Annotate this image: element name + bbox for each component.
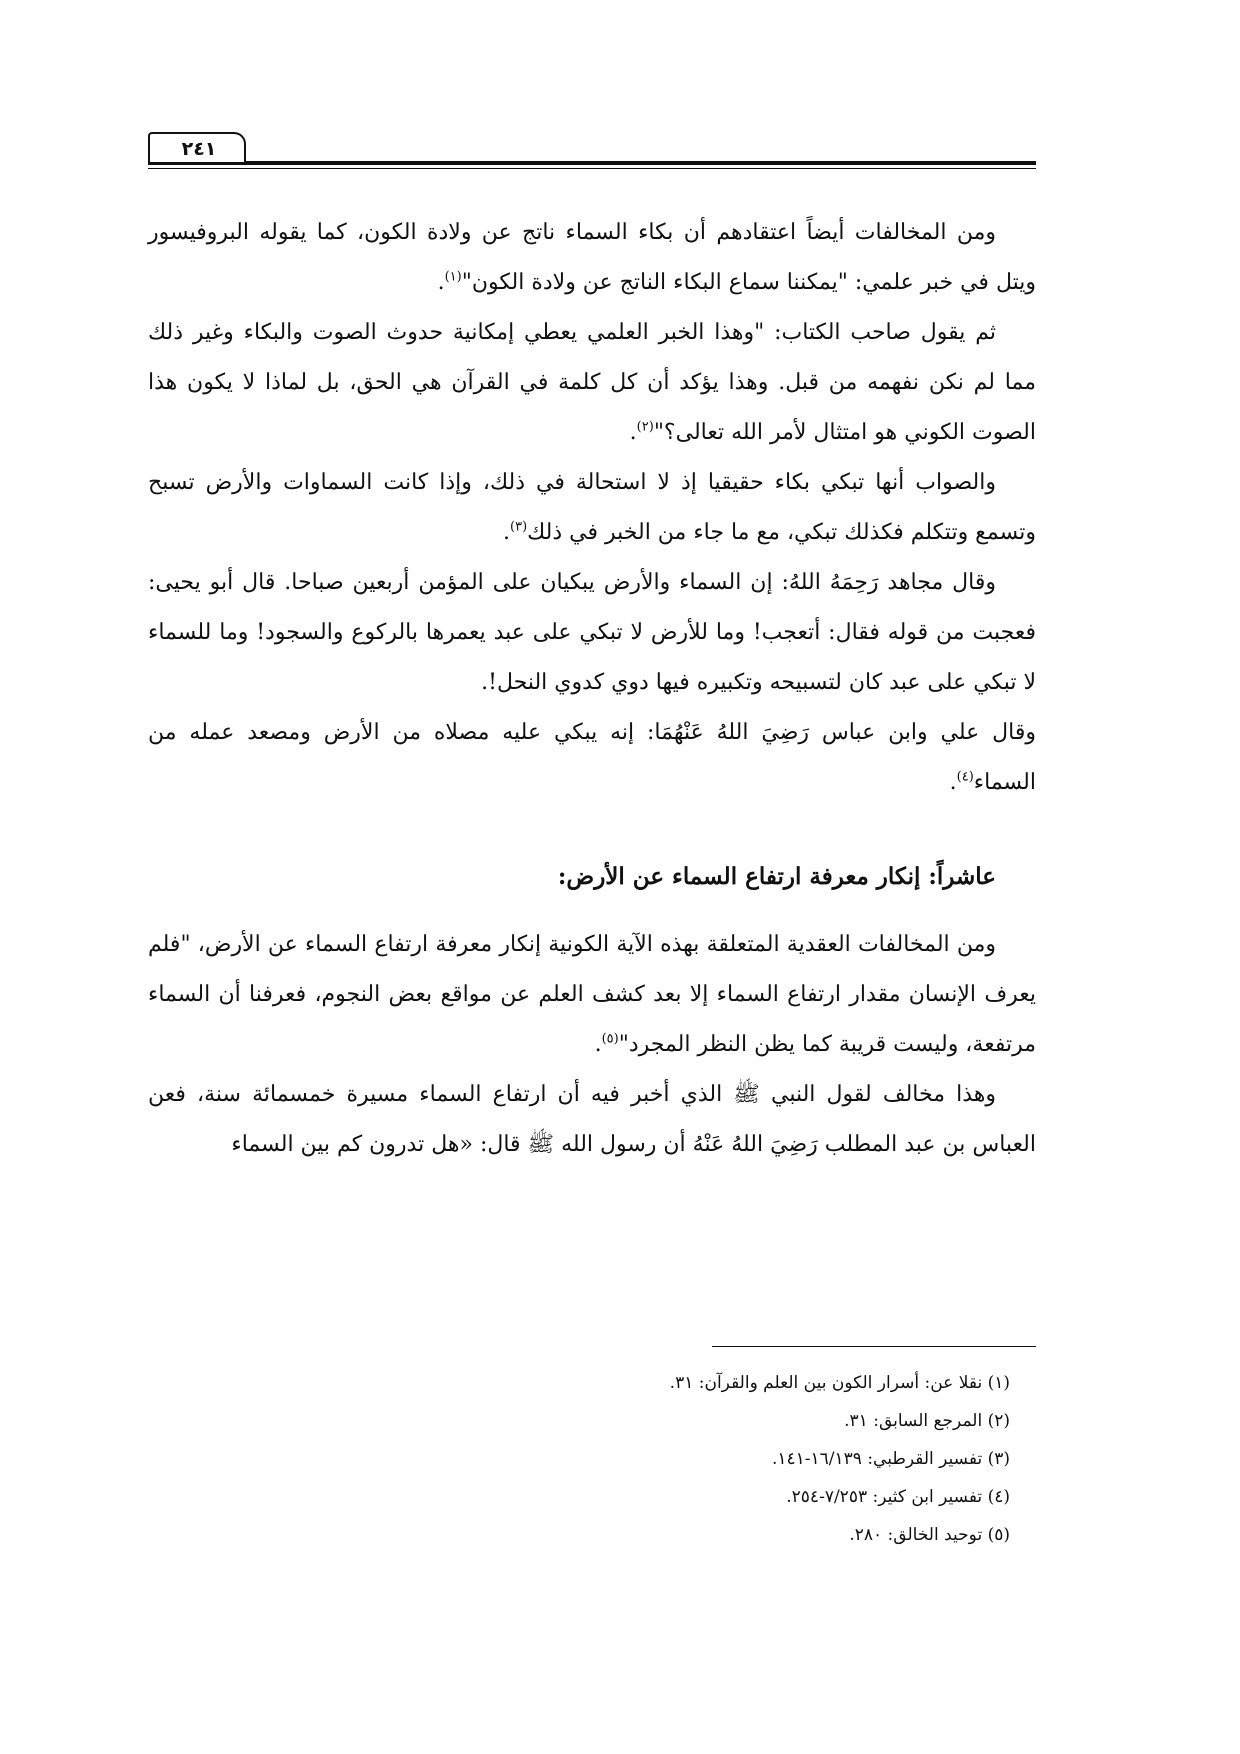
paragraph-4 bbox=[148, 558, 1036, 708]
paragraph-text: وهذا مخالف لقول النبي ﷺ الذي أخبر فيه أن ارتفاع السماء مسيرة خمسمائة سنة، فعن العباس بن عبد المطلب رَضِيَ اللهُ عَنْهُ أن رسول الله ﷺ قال: «هل تدرون كم بين السماء bbox=[148, 1082, 1036, 1157]
header-rule-thick bbox=[148, 161, 1036, 165]
footnote-4: (٤) تفسير ابن كثير: ٧/٢٥٣-٢٥٤. bbox=[786, 1487, 1010, 1507]
footnote-ref-2[interactable]: (٢) bbox=[636, 419, 654, 435]
footnote-separator bbox=[712, 1346, 1036, 1347]
page-number: ٢٤١ bbox=[148, 132, 246, 162]
paragraph-text: وقال علي وابن عباس رَضِيَ اللهُ عَنْهُمَا: إنه يبكي عليه مصلاه من الأرض ومصعد عمله من السماء bbox=[148, 720, 1036, 795]
paragraph-text: وقال مجاهد رَحِمَهُ اللهُ: إن السماء والأرض يبكيان على المؤمن أربعين صباحا. قال أبو يحيى: فعجبت من قوله فقال: أتعجب! وما للأرض لا تبكي على عبد يعمرها بالركوع والسجود! وما للسماء لا تبكي على عبد كان لتسبيحه وتكبيره فيها دوي كدوي النحل!. bbox=[148, 570, 1036, 695]
footnote-ref-3[interactable]: (٣) bbox=[510, 519, 528, 535]
page-header bbox=[148, 126, 1036, 170]
header-rule-thin bbox=[148, 168, 1036, 169]
section-heading: عاشراً: إنكار معرفة ارتفاع السماء عن الأرض: bbox=[557, 863, 996, 890]
footnote-3: (٣) تفسير القرطبي: ١٦/١٣٩-١٤١. bbox=[771, 1449, 1010, 1469]
footnote-1: (١) نقلا عن: أسرار الكون بين العلم والقرآن: ٣١. bbox=[669, 1373, 1010, 1393]
footnote-ref-5[interactable]: (٥) bbox=[601, 1031, 619, 1047]
footnote-ref-4[interactable]: (٤) bbox=[956, 769, 974, 785]
footnote-2: (٢) المرجع السابق: ٣١. bbox=[844, 1411, 1010, 1431]
footnotes bbox=[148, 1364, 1036, 1554]
paragraph-text: والصواب أنها تبكي بكاء حقيقيا إذ لا استحالة في ذلك، وإذا كانت السماوات والأرض تسبح وتسمع وتتكلم فكذلك تبكي، مع ما جاء من الخبر في ذلك bbox=[148, 470, 1036, 545]
paragraph-1: ومن المخالفات أيضاً اعتقادهم أن بكاء السماء ناتج عن ولادة الكون، كما يقوله البروفيسور ويتل في خبر علمي: "يمكننا سماع البكاء الناتج عن ولادة الكون"$^{(١)}$. bbox=[148, 220, 1036, 295]
paragraph-6: ومن المخالفات العقدية المتعلقة بهذه الآية الكونية إنكار معرفة ارتفاع السماء عن الأرض، "فلم يعرف الإنسان مقدار ارتفاع السماء إلا بعد كشف العلم عن مواقع بعض النجوم، فعرفنا أن السماء مرتفعة، وليست قريبة كما يظن النظر المجرد"$^{(٥)}$. bbox=[148, 932, 1036, 1057]
paragraph-text: ومن المخالفات أيضاً اعتقادهم أن بكاء السماء ناتج عن ولادة الكون، كما يقوله البروفيسور ويتل في خبر علمي: "يمكننا سماع البكاء الناتج عن ولادة الكون" bbox=[148, 220, 1036, 295]
paragraph-7 bbox=[148, 1070, 1036, 1170]
main-text bbox=[148, 208, 1036, 1170]
footnote-5: (٥) توحيد الخالق: ٢٨٠. bbox=[849, 1525, 1010, 1545]
paragraph-2: ثم يقول صاحب الكتاب: "وهذا الخبر العلمي يعطي إمكانية حدوث الصوت والبكاء وغير ذلك مما لم نكن نفهمه من قبل. وهذا يؤكد أن كل كلمة في القرآن هي الحق، بل لماذا لا يكون هذا الصوت الكوني هو امتثال لأمر الله تعالى؟"$^{(٢)}$. bbox=[148, 320, 1036, 445]
paragraph-text: ومن المخالفات العقدية المتعلقة بهذه الآية الكونية إنكار معرفة ارتفاع السماء عن الأرض، "فلم يعرف الإنسان مقدار ارتفاع السماء إلا بعد كشف العلم عن مواقع بعض النجوم، فعرفنا أن السماء مرتفعة، وليست قريبة كما يظن النظر المجرد" bbox=[148, 932, 1036, 1057]
paragraph-text: ثم يقول صاحب الكتاب: "وهذا الخبر العلمي يعطي إمكانية حدوث الصوت والبكاء وغير ذلك مما لم نكن نفهمه من قبل. وهذا يؤكد أن كل كلمة في القرآن هي الحق، بل لماذا لا يكون هذا الصوت الكوني هو امتثال لأمر الله تعالى؟" bbox=[148, 320, 1036, 445]
paragraph-3: والصواب أنها تبكي بكاء حقيقيا إذ لا استحالة في ذلك، وإذا كانت السماوات والأرض تسبح وتسمع وتتكلم فكذلك تبكي، مع ما جاء من الخبر في ذلك$^{(٣)}$. bbox=[148, 470, 1036, 545]
paragraph-5: وقال علي وابن عباس رَضِيَ اللهُ عَنْهُمَا: إنه يبكي عليه مصلاه من الأرض ومصعد عمله من السماء$^{(٤)}$. bbox=[148, 720, 1036, 795]
footnote-ref-1[interactable]: (١) bbox=[444, 269, 462, 285]
